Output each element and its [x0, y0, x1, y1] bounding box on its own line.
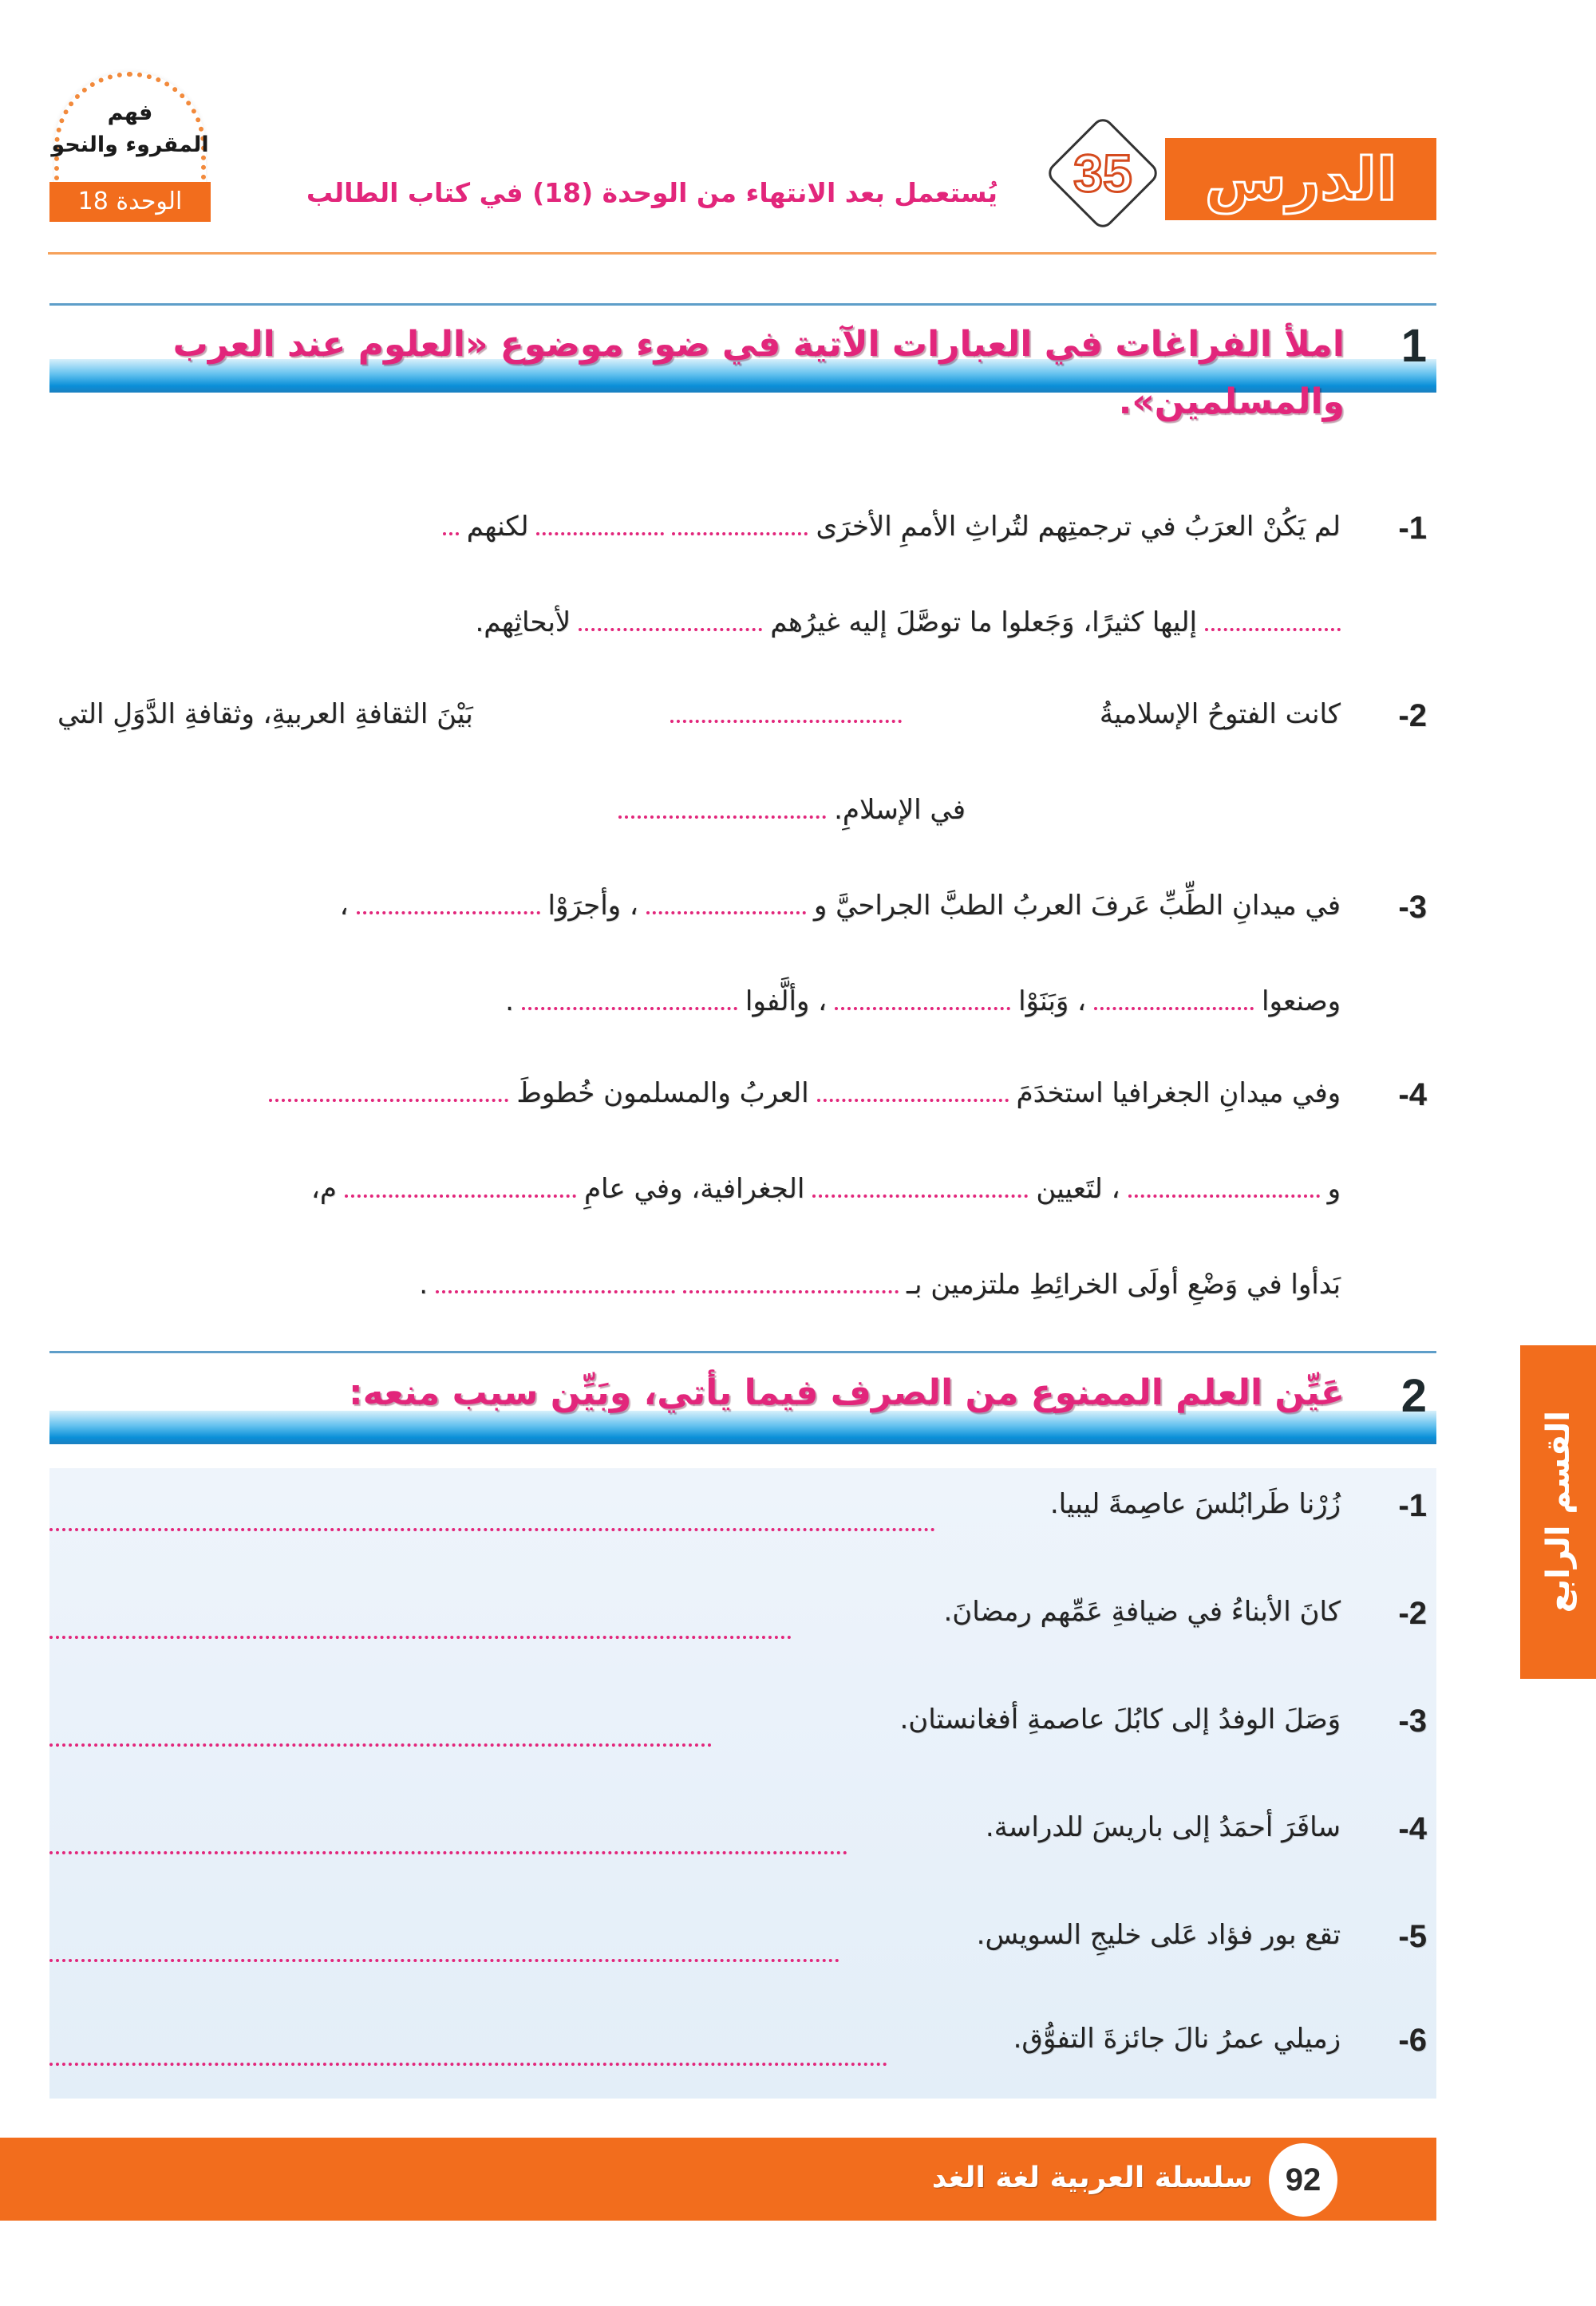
item-text: و	[1327, 1173, 1341, 1205]
item-line	[49, 794, 966, 826]
item-index: -3	[1398, 890, 1427, 925]
item-text: بَدأوا في وَضْعِ أولَى الخرائِطِ ملتزمين بـ	[907, 1269, 1341, 1301]
item-text: وَصَلَ الوفدُ إلى كابُلَ عاصمةِ أفغانستان.	[899, 1704, 1341, 1735]
exercise2-item-6	[49, 2023, 1436, 2071]
item-text: م،	[310, 1173, 337, 1205]
unit-subject	[46, 97, 214, 161]
item-line	[49, 1596, 1341, 1628]
item-line	[49, 890, 1341, 922]
item-text: لم يَكُنْ العرَبُ في ترجمتِهم لتُراثِ الأممِ الأخرَى	[816, 511, 1341, 543]
header-divider	[48, 252, 1436, 255]
item-text: بَيْنَ الثقافةِ العربيةِ، وثقافةِ الدَّوَلِ التي	[57, 698, 473, 730]
exercise2-item-5	[49, 1919, 1436, 1967]
answer-line[interactable]	[49, 1959, 839, 1962]
exercise1-item-3	[49, 890, 1436, 1049]
unit-badge	[46, 64, 214, 231]
item-text: زميلي عمرُ نالَ جائزةَ التفوُّق.	[1013, 2023, 1341, 2055]
item-line	[49, 1173, 1341, 1205]
fill-blank[interactable]	[835, 1007, 1010, 1010]
usage-note: يُستعمل بعد الانتهاء من الوحدة (18) في كتاب الطالب	[306, 177, 998, 208]
item-text: ، وأجرَوْا	[547, 890, 638, 922]
item-text: الجغرافية، وفي عامِ	[583, 1173, 805, 1205]
exercise2-number: 2	[1400, 1370, 1427, 1422]
exercise1-title: املأ الفراغات في العبارات الآتية في ضوء موضوع «العلوم عند العرب والمسلمين».	[172, 324, 1345, 422]
fill-blank[interactable]	[812, 1194, 1028, 1198]
item-index: -4	[1398, 1077, 1427, 1112]
section-divider	[49, 1351, 1436, 1353]
fill-blank[interactable]	[436, 1290, 675, 1293]
section-divider	[49, 303, 1436, 306]
item-text: في ميدانِ الطِّبِّ عَرفَ العربُ الطبَّ الجراحيَّ و	[813, 890, 1341, 922]
exercise2-item-2	[49, 1596, 1436, 1644]
answer-line[interactable]	[49, 1636, 792, 1639]
fill-blank[interactable]	[618, 815, 826, 819]
item-text: .	[419, 1269, 429, 1301]
item-text: كانت الفتوحُ الإسلاميةُ	[1099, 698, 1341, 730]
item-text: سافَرَ أحمَدُ إلى باريسَ للدراسة.	[985, 1811, 1341, 1843]
answer-line[interactable]	[49, 2063, 887, 2066]
item-text: كانَ الأبناءُ في ضيافةِ عَمِّهم رمضانَ.	[943, 1596, 1341, 1628]
item-line	[49, 2023, 1341, 2055]
item-index: -6	[1398, 2023, 1427, 2058]
fill-blank[interactable]	[670, 720, 902, 723]
item-text: لأبحاثِهم.	[475, 606, 571, 638]
exercise2-heading	[49, 1364, 1436, 1452]
fill-blank[interactable]	[817, 1099, 1009, 1102]
item-text: ، لتَعيين	[1036, 1173, 1120, 1205]
item-text: تقع بور فؤاد عَلى خليجِ السويس.	[976, 1919, 1341, 1951]
item-index: -3	[1398, 1704, 1427, 1739]
item-index: -4	[1398, 1811, 1427, 1846]
item-index: -2	[1398, 698, 1427, 733]
item-line	[49, 1811, 1341, 1843]
item-line	[49, 1704, 1341, 1735]
fill-blank[interactable]	[1128, 1194, 1320, 1198]
item-line	[57, 698, 1341, 730]
fill-blank[interactable]	[1094, 1007, 1254, 1010]
fill-blank[interactable]	[345, 1194, 576, 1198]
item-text: ، وَبَنَوْا	[1018, 985, 1087, 1017]
item-text: العربُ والمسلمون خُطوطَ	[516, 1077, 809, 1109]
item-index: -2	[1398, 1596, 1427, 1631]
fill-blank[interactable]	[683, 1290, 899, 1293]
item-line	[49, 1488, 1341, 1520]
item-text: .	[505, 985, 514, 1017]
exercise1-item-1	[49, 511, 1436, 670]
fill-blank[interactable]	[672, 532, 808, 535]
fill-blank[interactable]	[1205, 628, 1341, 631]
page-number: 92	[1269, 2143, 1337, 2217]
item-line	[49, 1077, 1341, 1109]
item-text: زُرْنا طَرابُلسَ عاصِمةَ ليبيا.	[1049, 1488, 1341, 1520]
unit-subject-line1: فهم	[107, 101, 153, 125]
unit-label: الوحدة 18	[49, 182, 211, 222]
item-line	[49, 1269, 1341, 1301]
lesson-word: الدرس	[1204, 144, 1397, 214]
answer-line[interactable]	[49, 1743, 712, 1747]
series-title: سلسلة العربية لغة الغد	[931, 2162, 1253, 2194]
answer-line[interactable]	[49, 1528, 935, 1531]
lesson-number: 35	[1073, 144, 1132, 203]
item-text: في الإسلامِ.	[834, 794, 966, 826]
exercise1-item-4	[49, 1077, 1436, 1317]
exercise1-number: 1	[1400, 320, 1427, 372]
exercise1-heading	[49, 319, 1436, 455]
item-index: -5	[1398, 1919, 1427, 1954]
section-side-tab	[1520, 1345, 1596, 1679]
fill-blank[interactable]	[357, 911, 540, 914]
item-text: وصنعوا	[1262, 985, 1341, 1017]
exercise2-item-1	[49, 1488, 1436, 1536]
unit-subject-line2: المقروء والنحو	[51, 132, 209, 157]
answer-line[interactable]	[49, 1851, 847, 1854]
side-tab-label: القسم الرابع	[1539, 1411, 1577, 1613]
item-index: -1	[1398, 511, 1427, 546]
item-line	[49, 1919, 1341, 1951]
item-line	[49, 511, 1341, 543]
item-text: ، وألَّفوا	[745, 985, 828, 1017]
exercise1-item-2	[49, 698, 1436, 858]
exercise2-title: عَيِّن العلم الممنوع من الصرف فيما يأتي، وبَيِّن سبب منعه:	[348, 1372, 1345, 1413]
fill-blank[interactable]	[579, 628, 762, 631]
fill-blank[interactable]	[522, 1007, 737, 1010]
lesson-banner	[1165, 138, 1436, 220]
item-line	[49, 985, 1341, 1017]
item-text: لكنهم	[466, 511, 529, 543]
item-text: ،	[339, 890, 349, 922]
item-text: وفي ميدانِ الجغرافيا استخدَمَ	[1016, 1077, 1341, 1109]
item-line	[49, 606, 1341, 638]
lesson-number-badge	[1044, 114, 1162, 232]
item-index: -1	[1398, 1488, 1427, 1523]
fill-blank[interactable]	[536, 532, 664, 535]
fill-blank[interactable]	[443, 532, 459, 535]
fill-blank[interactable]	[269, 1099, 508, 1102]
exercise2-item-3	[49, 1704, 1436, 1751]
exercise2-background	[49, 1468, 1436, 2099]
item-text: إليها كثيرًا، وَجَعلوا ما توصَّلَ إليه غيرُهم	[770, 606, 1197, 638]
fill-blank[interactable]	[646, 911, 806, 914]
exercise2-item-4	[49, 1811, 1436, 1859]
